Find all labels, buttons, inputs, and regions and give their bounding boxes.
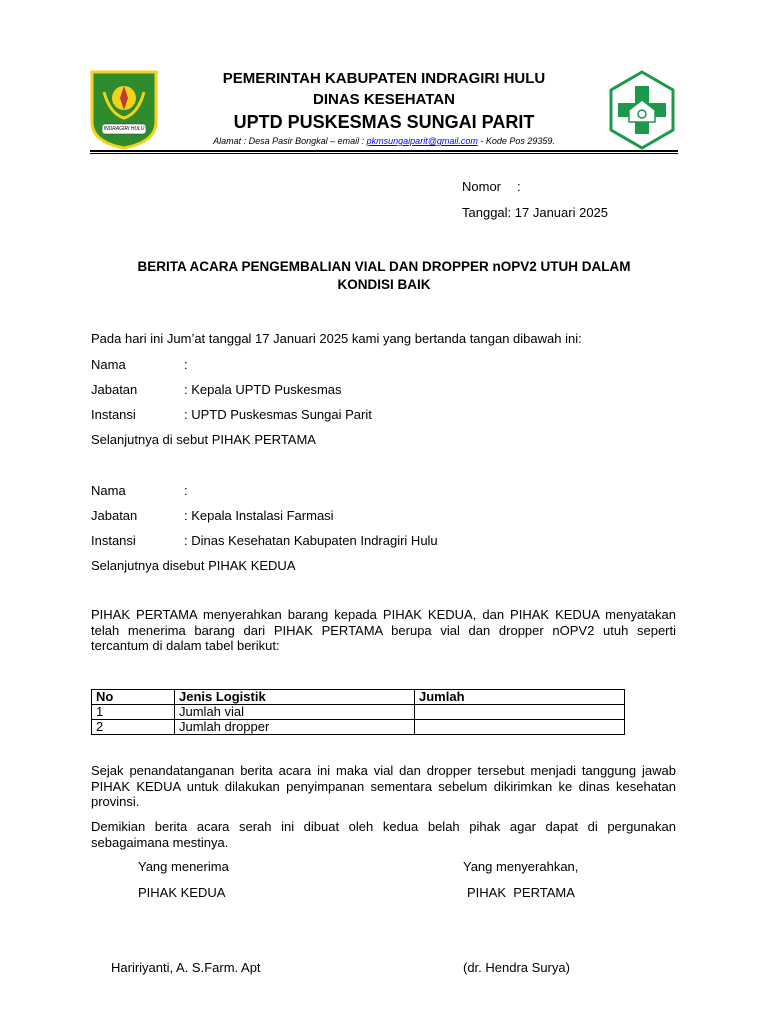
party1-instansi-value: : UPTD Puskesmas Sungai Parit xyxy=(184,407,372,422)
title-line-1: BERITA ACARA PENGEMBALIAN VIAL DAN DROPPER nOPV2 UTUH DALAM xyxy=(137,259,631,274)
header-divider-thin xyxy=(90,153,678,154)
party2-instansi-label: Instansi xyxy=(91,533,136,548)
table-row xyxy=(92,705,625,720)
table-header-row xyxy=(92,690,625,705)
receiver-role: Yang menerima xyxy=(138,859,229,874)
table-row xyxy=(92,720,625,735)
row-amount xyxy=(415,705,625,720)
row-item: Jumlah vial xyxy=(175,705,415,720)
party1-jabatan-label: Jabatan xyxy=(91,382,138,397)
title-line-2: KONDISI BAIK xyxy=(337,277,431,292)
party2-jabatan-value: : Kepala Instalasi Farmasi xyxy=(184,508,334,523)
receiver-name: Haririyanti, A. S.Farm. Apt xyxy=(111,960,261,975)
email-link[interactable]: pkmsungaiparit@gmail.com xyxy=(366,136,478,146)
header-address xyxy=(0,136,768,146)
receiver-party: PIHAK KEDUA xyxy=(138,885,226,900)
party1-nama-value: : xyxy=(184,357,188,372)
header-institution: UPTD PUSKESMAS SUNGAI PARIT xyxy=(233,112,535,132)
header-jenis-logistik: Jenis Logistik xyxy=(175,690,415,705)
row-no: 1 xyxy=(92,705,175,720)
handover-paragraph: PIHAK PERTAMA menyerahkan barang kepada PIHAK KEDUA, dan PIHAK KEDUA menyatakan telah menerima barang dari PIHAK PERTAMA berupa vial dan dropper nOPV2 utuh seperti tercantum di dalam tabel berikut: xyxy=(91,607,676,653)
document-title xyxy=(90,258,678,294)
header-jumlah: Jumlah xyxy=(415,690,625,705)
header-government: PEMERINTAH KABUPATEN INDRAGIRI HULU xyxy=(222,70,546,87)
party2-jabatan-label: Jabatan xyxy=(91,508,138,523)
intro-text: Pada hari ini Jum’at tanggal 17 Januari 2025 kami yang bertanda tangan dibawah ini: xyxy=(91,331,582,346)
header-divider-thick xyxy=(90,150,678,152)
party1-instansi-label: Instansi xyxy=(91,407,136,422)
logistics-table xyxy=(91,689,625,735)
responsibility-paragraph: Sejak penandatanganan berita acara ini maka vial dan dropper tersebut menjadi tanggung jawab PIHAK KEDUA untuk dilakukan penyimpanan sementara sebelum dikirimkan ke dinas kesehatan provinsi. xyxy=(91,763,676,809)
party2-instansi-value: : Dinas Kesehatan Kabupaten Indragiri Hulu xyxy=(184,533,438,548)
crest-ribbon-text: INDRAGIRI HULU xyxy=(103,126,145,132)
nomor-separator: : xyxy=(517,179,521,194)
row-no: 2 xyxy=(92,720,175,735)
giver-name: (dr. Hendra Surya) xyxy=(463,960,570,975)
closing-paragraph: Demikian berita acara serah ini dibuat oleh kedua belah pihak agar dapat di pergunakan sebagaimana mestinya. xyxy=(91,819,676,850)
party1-note: Selanjutnya di sebut PIHAK PERTAMA xyxy=(91,432,316,447)
party1-jabatan-value: : Kepala UPTD Puskesmas xyxy=(184,382,342,397)
address-prefix: Alamat : Desa Pasir Bongkal – email : xyxy=(213,136,367,146)
header-department: DINAS KESEHATAN xyxy=(313,91,455,108)
party2-note: Selanjutnya disebut PIHAK KEDUA xyxy=(91,558,296,573)
row-amount xyxy=(415,720,625,735)
party2-nama-label: Nama xyxy=(91,483,126,498)
row-item: Jumlah dropper xyxy=(175,720,415,735)
address-suffix: - Kode Pos 29359. xyxy=(477,136,555,146)
giver-role: Yang menyerahkan, xyxy=(463,859,579,874)
party2-nama-value: : xyxy=(184,483,188,498)
nomor-label: Nomor xyxy=(462,179,502,194)
party1-nama-label: Nama xyxy=(91,357,126,372)
header-no: No xyxy=(92,690,175,705)
giver-party: PIHAK PERTAMA xyxy=(467,885,575,900)
tanggal-line: Tanggal: 17 Januari 2025 xyxy=(462,205,609,220)
